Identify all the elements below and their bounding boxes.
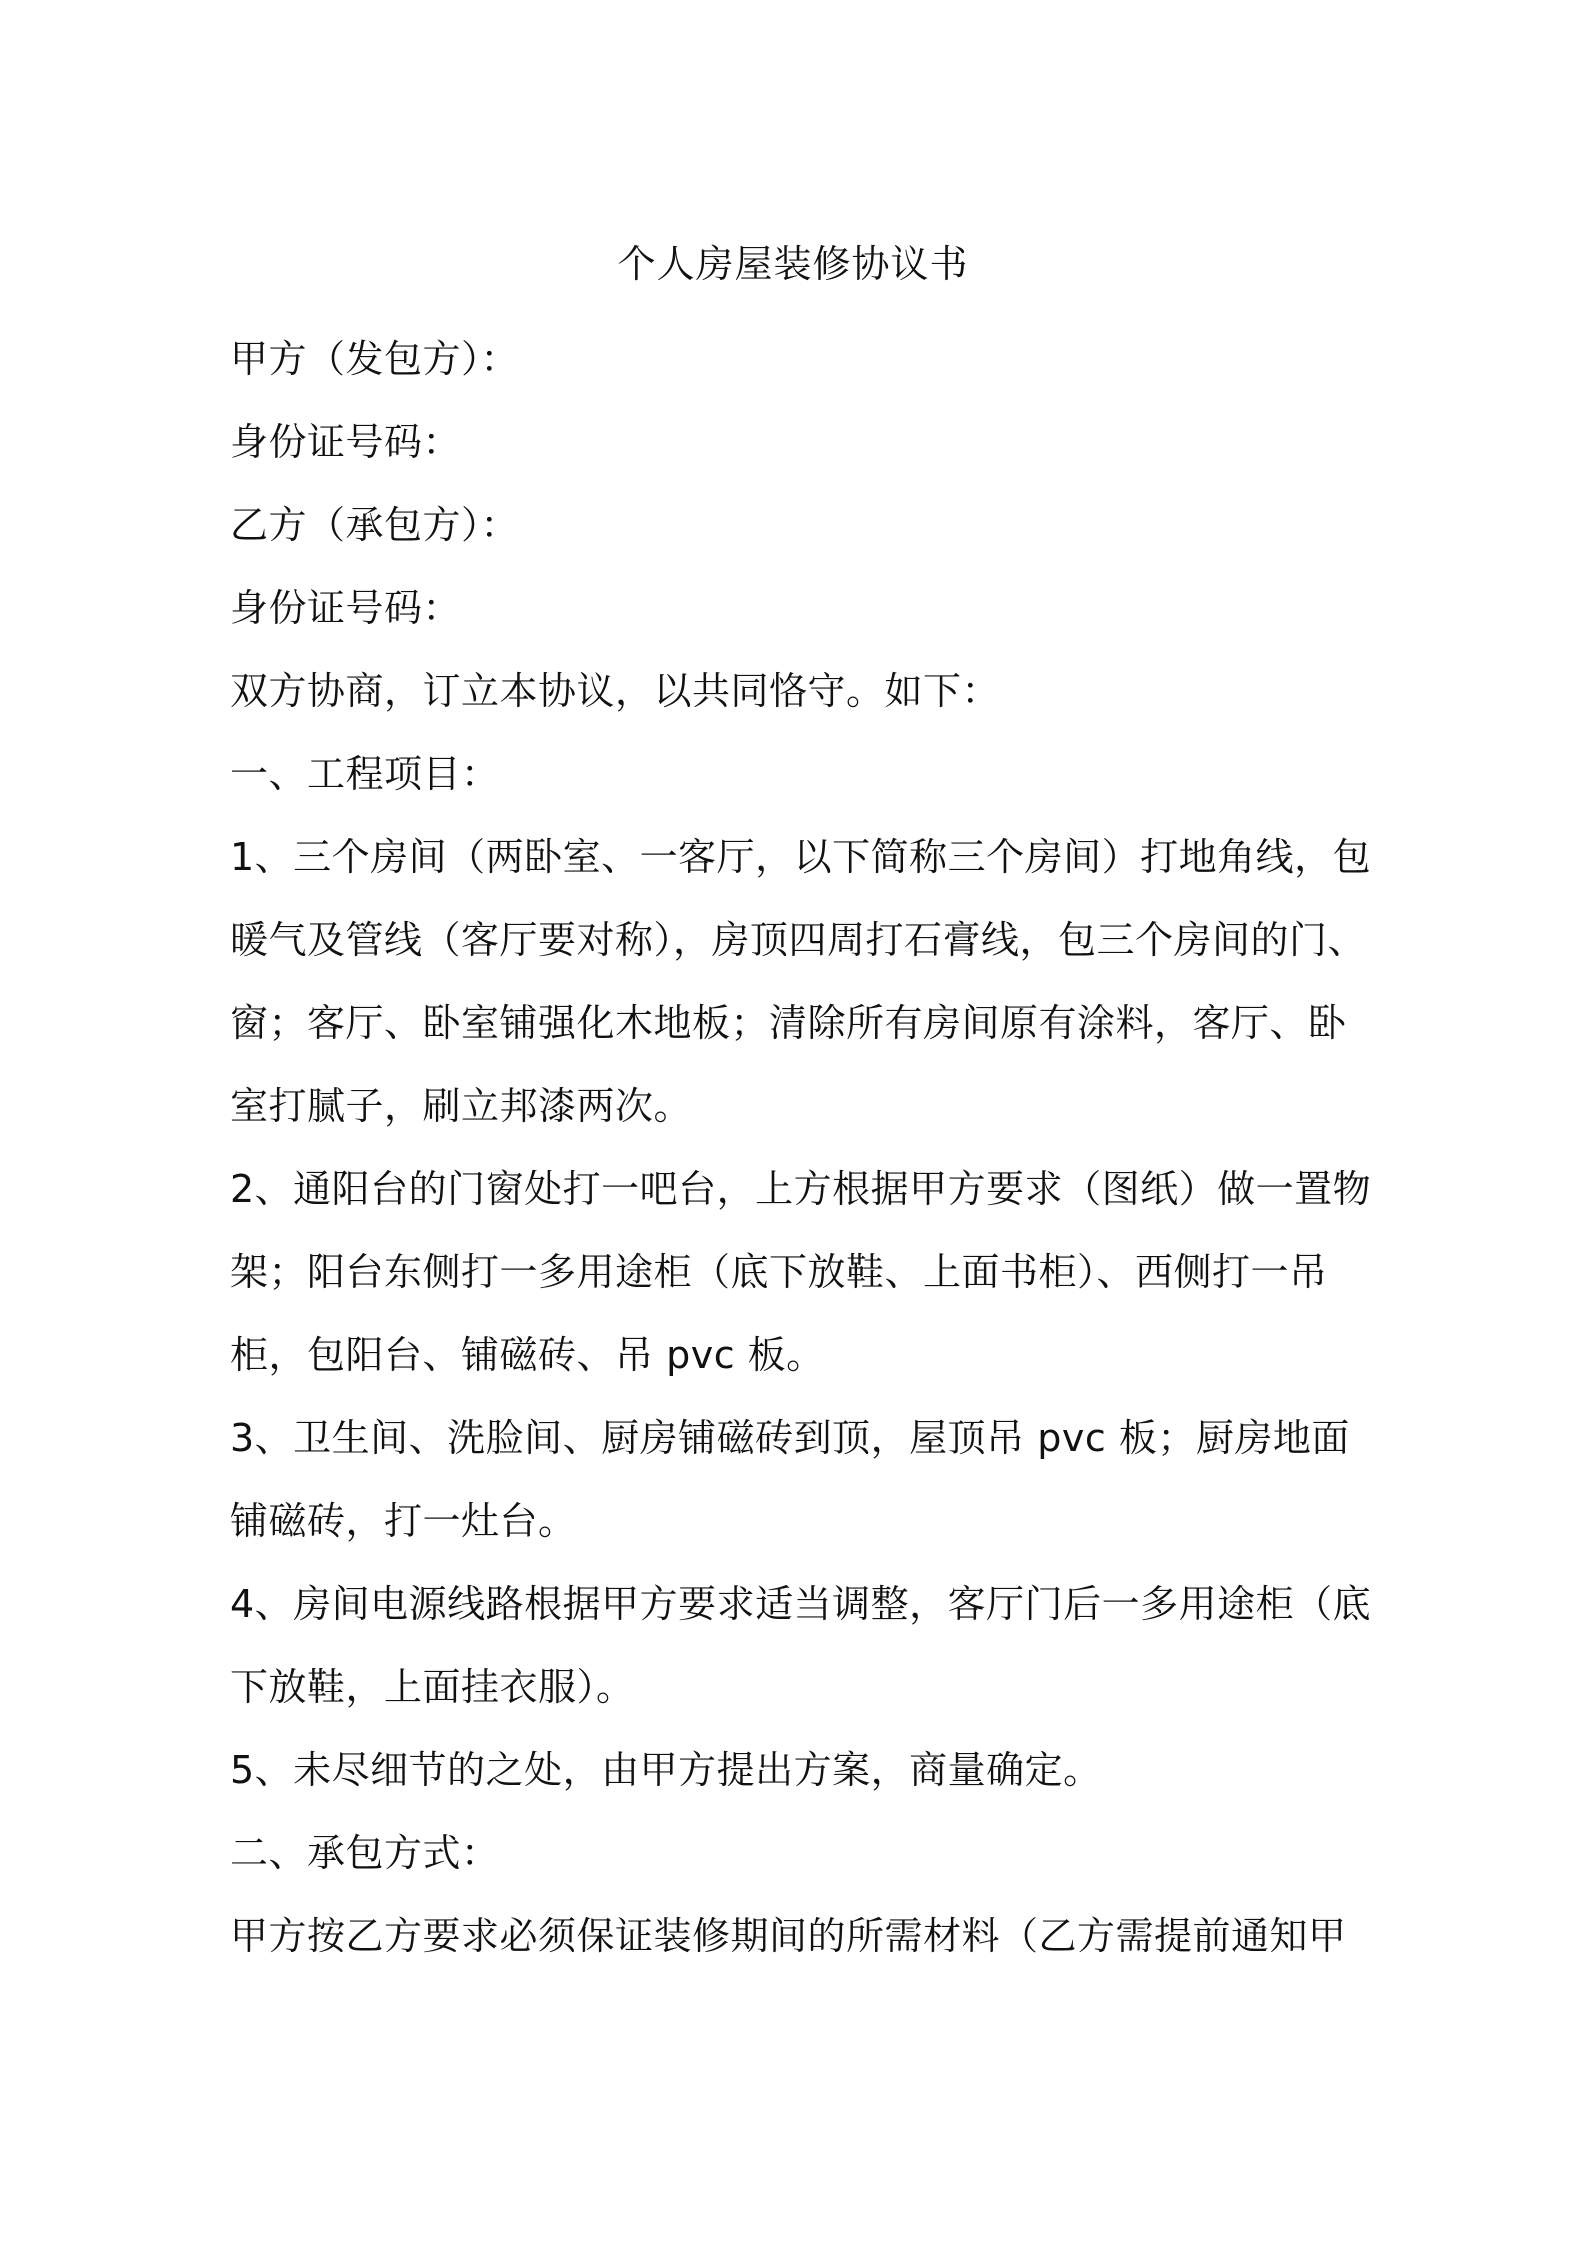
contract-method-paragraph: 甲方按乙方要求必须保证装修期间的所需材料（乙方需提前通知甲	[230, 1914, 1347, 1958]
section-heading-project: 一、工程项目：	[230, 752, 500, 796]
section-heading-contract-method: 二、承包方式：	[230, 1831, 500, 1875]
project-item: 3、卫生间、洗脸间、厨房铺磁砖到顶，屋顶吊 pvc 板；厨房地面铺磁砖，打一灶台。	[230, 1416, 1350, 1543]
document-body	[230, 318, 1372, 1978]
party-b-id-label: 身份证号码：	[230, 586, 462, 630]
project-item: 1、三个房间（两卧室、一客厅，以下简称三个房间）打地角线，包暖气及管线（客厅要对称），房顶四周打石膏线，包三个房间的门、窗；客厅、卧室铺强化木地板；清除所有房间原有涂料，客厅、卧室打腻子，刷立邦漆两次。	[230, 835, 1372, 1128]
party-a-id-label: 身份证号码：	[230, 420, 462, 464]
document-title: 个人房屋装修协议书	[617, 242, 969, 286]
party-a-label: 甲方（发包方）：	[230, 337, 520, 381]
project-item: 2、通阳台的门窗处打一吧台，上方根据甲方要求（图纸）做一置物架；阳台东侧打一多用途柜（底下放鞋、上面书柜）、西侧打一吊柜，包阳台、铺磁砖、吊 pvc 板。	[230, 1167, 1372, 1377]
intro-paragraph: 双方协商，订立本协议，以共同恪守。如下：	[230, 669, 1001, 713]
project-item: 4、房间电源线路根据甲方要求适当调整，客厅门后一多用途柜（底下放鞋，上面挂衣服）。	[230, 1582, 1372, 1709]
party-b-label: 乙方（承包方）：	[230, 503, 520, 547]
project-item: 5、未尽细节的之处，由甲方提出方案，商量确定。	[230, 1748, 1102, 1792]
